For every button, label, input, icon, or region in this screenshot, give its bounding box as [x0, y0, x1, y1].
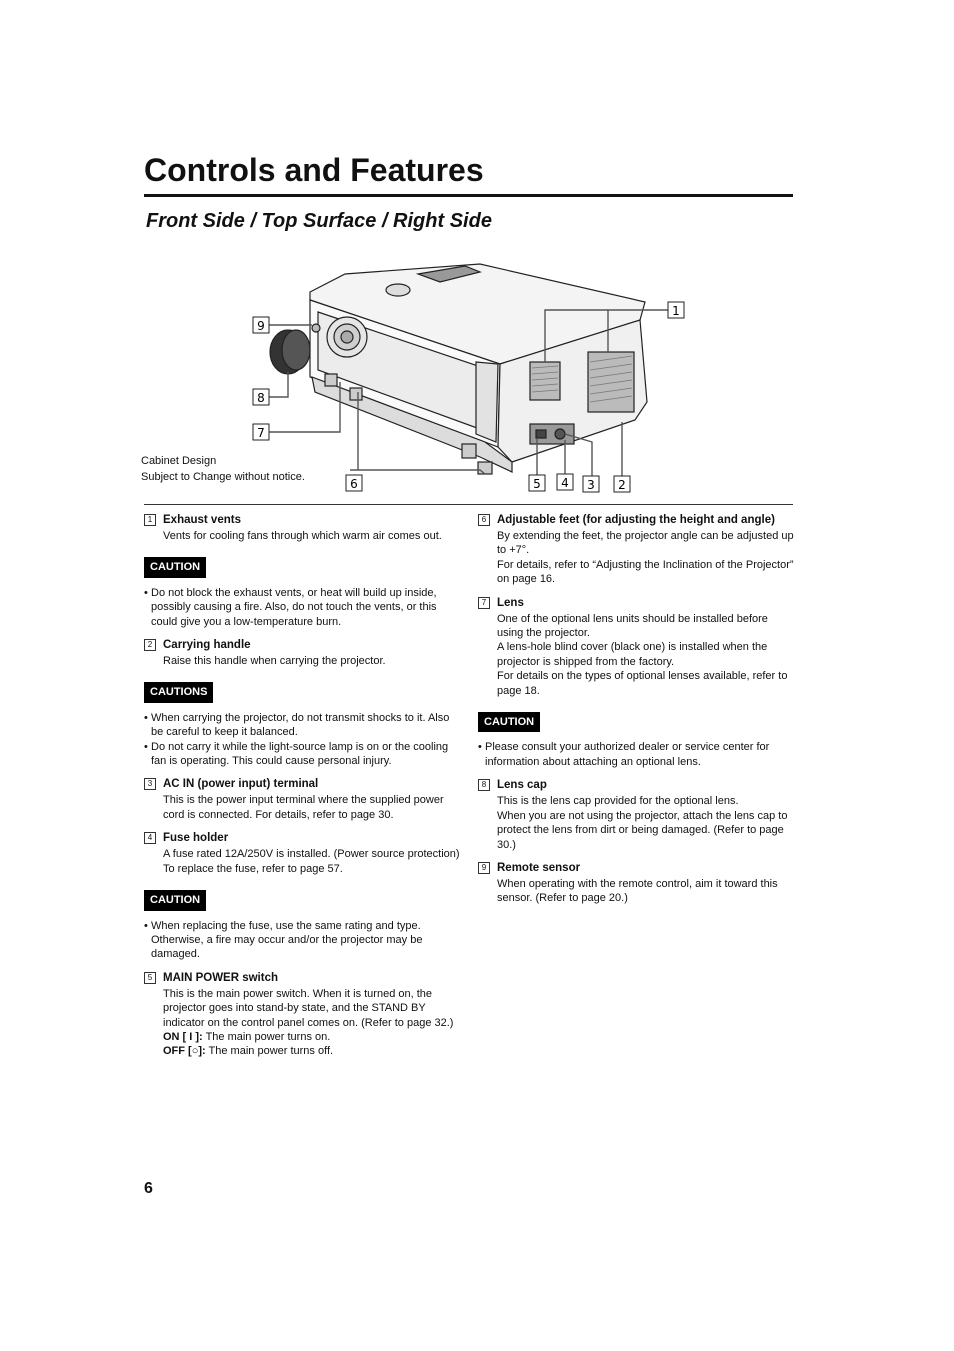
item-title: Lens cap — [497, 779, 547, 792]
caution-bullet: • Do not block the exhaust vents, or heat will build up inside, possibly causing a fire. Also, do not touch the vents, or this could give you a low-temperature burn. — [144, 586, 464, 629]
feature-item-lens-cap — [478, 777, 794, 852]
figure-label-9 — [253, 317, 269, 333]
caution-badge: CAUTION — [144, 557, 206, 577]
feature-item-exhaust-vents — [144, 512, 464, 543]
item-text: One of the optional lens units should be installed before using the projector. — [497, 612, 768, 640]
svg-text:5: 5 — [533, 477, 541, 491]
item-text: Raise this handle when carrying the projector. — [163, 655, 386, 668]
off-label: OFF [○]: — [163, 1045, 206, 1058]
off-text: The main power turns off. — [205, 1045, 334, 1058]
caution-bullet: • Please consult your authorized dealer or service center for information about attaching an optional lens. — [478, 740, 794, 769]
item-text: By extending the feet, the projector angle can be adjusted up to +7°. — [497, 530, 794, 557]
on-description — [163, 1030, 464, 1044]
figure-label-6 — [346, 475, 362, 491]
figure-label-3 — [583, 476, 599, 492]
page-title: Controls and Features — [144, 152, 484, 188]
svg-text:1: 1 — [672, 304, 680, 318]
item-title: MAIN POWER switch — [163, 971, 279, 984]
item-number: 4 — [144, 832, 156, 844]
cabinet-design-note — [141, 453, 305, 485]
item-title: Lens — [497, 596, 524, 609]
item-text: To replace the fuse, refer to page 57. — [163, 862, 343, 875]
caution-bullet: • When carrying the projector, do not transmit shocks to it. Also be careful to keep it balanced. — [144, 711, 464, 740]
item-text: For details, refer to “Adjusting the Inclination of the Projector” on page 16. — [497, 558, 794, 586]
item-number: 9 — [478, 862, 490, 874]
caution-list — [144, 919, 464, 962]
caution-bullet: • When replacing the fuse, use the same rating and type. Otherwise, a fire may occur and/or the projector may be damaged. — [144, 919, 464, 962]
page-number: 6 — [144, 1180, 153, 1197]
caution-list — [144, 586, 464, 629]
figure-label-8 — [253, 389, 269, 405]
left-column — [144, 512, 464, 1067]
feature-item-remote-sensor — [478, 860, 794, 906]
svg-text:6: 6 — [350, 477, 358, 491]
item-title: Adjustable feet (for adjusting the height and angle) — [497, 514, 775, 526]
right-column — [478, 512, 794, 914]
svg-text:9: 9 — [257, 319, 265, 333]
item-number: 6 — [478, 514, 490, 526]
item-title: Remote sensor — [497, 861, 581, 874]
cautions-badge: CAUTIONS — [144, 682, 213, 702]
item-text: Vents for cooling fans through which warm air comes out. — [163, 530, 442, 542]
item-number: 2 — [144, 639, 156, 651]
item-text: This is the main power switch. When it is turned on, the projector goes into stand-by state, and the STAND BY indicator on the control panel comes on. (Refer to page 32.) — [163, 987, 454, 1029]
item-text: This is the power input terminal where the supplied power cord is connected. For details, refer to page 30. — [163, 794, 444, 821]
item-number: 8 — [478, 779, 490, 791]
svg-text:7: 7 — [257, 426, 265, 440]
figure-label-2 — [614, 476, 630, 492]
title-rule — [144, 194, 793, 197]
section-rule — [144, 504, 793, 505]
item-text: When operating with the remote control, aim it toward this sensor. (Refer to page 20.) — [497, 877, 778, 905]
caution-list — [478, 740, 794, 769]
item-title: Exhaust vents — [163, 514, 241, 526]
item-number: 5 — [144, 972, 156, 984]
off-description — [163, 1044, 464, 1058]
figure-label-4 — [557, 474, 573, 490]
svg-text:2: 2 — [618, 478, 626, 492]
on-text: The main power turns on. — [202, 1030, 331, 1043]
item-number: 7 — [478, 597, 490, 609]
feature-item-carrying-handle — [144, 637, 464, 668]
item-title: Fuse holder — [163, 832, 229, 845]
feature-item-fuse-holder — [144, 830, 464, 876]
caution-list — [144, 711, 464, 769]
item-title: AC IN (power input) terminal — [163, 778, 319, 791]
caution-badge: CAUTION — [478, 712, 540, 732]
cabinet-note-line: Subject to Change without notice. — [141, 471, 305, 483]
cabinet-note-line: Cabinet Design — [141, 455, 217, 467]
feature-item-main-power-switch — [144, 970, 464, 1059]
figure-label-1 — [668, 302, 684, 318]
item-number: 1 — [144, 514, 156, 526]
item-text: A fuse rated 12A/250V is installed. (Power source protection) — [163, 848, 460, 861]
item-number: 3 — [144, 778, 156, 790]
svg-text:3: 3 — [587, 478, 595, 492]
caution-bullet: • Do not carry it while the light-source lamp is on or the cooling fan is operating. This could cause personal injury. — [144, 740, 464, 769]
feature-item-adjustable-feet — [478, 512, 794, 587]
feature-item-lens — [478, 595, 794, 698]
item-text: This is the lens cap provided for the optional lens. — [497, 795, 739, 808]
figure-label-7 — [253, 424, 269, 440]
svg-text:4: 4 — [561, 476, 569, 490]
figure-label-5 — [529, 475, 545, 491]
svg-text:8: 8 — [257, 391, 265, 405]
item-text: When you are not using the projector, attach the lens cap to protect the lens from dirt or being damaged. (Refer to page 30.) — [497, 809, 788, 851]
caution-badge: CAUTION — [144, 890, 206, 910]
item-title: Carrying handle — [163, 639, 251, 652]
on-label: ON [ I ]: — [163, 1030, 203, 1043]
item-text: A lens-hole blind cover (black one) is installed when the projector is shipped from the factory. — [497, 641, 768, 668]
feature-item-ac-in-terminal — [144, 776, 464, 822]
item-text: For details on the types of optional lenses available, refer to page 18. — [497, 670, 788, 697]
page-subtitle: Front Side / Top Surface / Right Side — [146, 210, 492, 232]
